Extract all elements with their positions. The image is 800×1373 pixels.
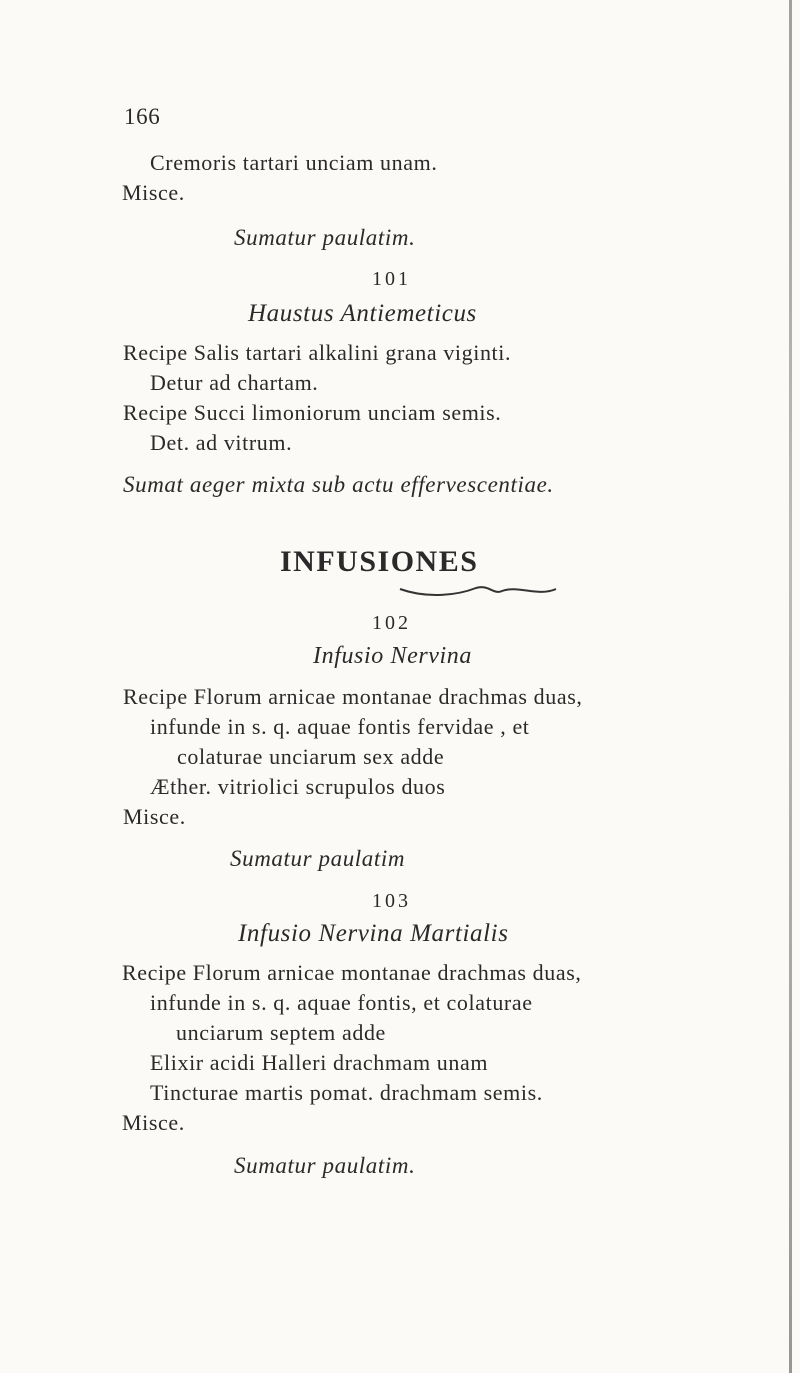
text-line: Recipe Succi limoniorum unciam semis. [123,400,502,425]
recipe-title: Haustus Antiemeticus [248,300,477,327]
text-line: Æther. vitriolici scrupulos duos [150,774,446,799]
section-heading: INFUSIONES [280,545,479,578]
text-line: Recipe Florum arnicae montanae drachmas duas, [122,960,582,985]
text-line: infunde in s. q. aquae fontis, et colaturae [150,990,533,1015]
text-line: Sumatur paulatim [230,846,406,871]
text-line: Misce. [122,180,185,205]
recipe-number: 101 [372,268,411,290]
flourish-ornament [398,585,558,599]
recipe-number: 102 [372,612,411,634]
text-line: Sumat aeger mixta sub actu effervescentiae. [123,472,554,497]
text-line: Misce. [123,804,186,829]
text-line: colaturae unciarum sex adde [177,744,445,769]
page-number: 166 [124,104,161,129]
text-line: unciarum septem adde [176,1020,386,1045]
recipe-number: 103 [372,890,411,912]
text-line: Tincturae martis pomat. drachmam semis. [150,1080,543,1105]
text-line: infunde in s. q. aquae fontis fervidae , et [150,714,530,739]
text-line: Det. ad vitrum. [150,430,293,455]
text-line: Elixir acidi Halleri drachmam unam [150,1050,489,1075]
text-line: Recipe Florum arnicae montanae drachmas duas, [123,684,583,709]
text-line: Detur ad chartam. [150,370,319,395]
text-line: Sumatur paulatim. [234,225,416,250]
page-edge [789,0,792,1373]
text-line: Misce. [122,1110,185,1135]
text-line: Sumatur paulatim. [234,1153,416,1178]
text-line: Recipe Salis tartari alkalini grana viginti. [123,340,512,365]
recipe-title: Infusio Nervina Martialis [238,920,509,947]
recipe-title: Infusio Nervina [313,643,472,669]
text-line: Cremoris tartari unciam unam. [150,150,438,175]
